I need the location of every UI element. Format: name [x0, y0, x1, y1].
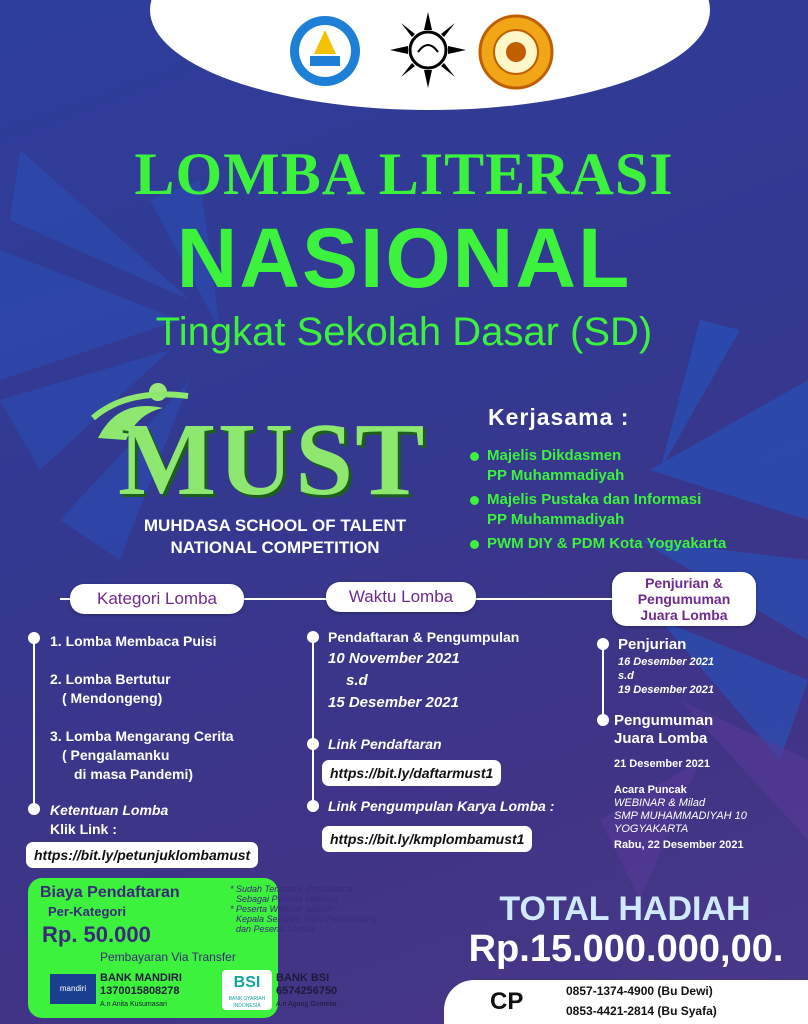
penjurian-timeline [602, 640, 604, 720]
total-hadiah-amount: Rp.15.000.000,00. [468, 928, 784, 970]
kerjasama-title: Kerjasama : [488, 404, 630, 430]
acara-city: YOGYAKARTA [614, 823, 689, 835]
kategori-item-3-sub2: di masa Pandemi) [74, 766, 194, 782]
bsi-logo: BSI BANK SYARIAH INDONESIA [222, 970, 272, 1010]
bullet-icon [470, 540, 479, 549]
biaya-title: Biaya Pendaftaran [40, 884, 180, 901]
bank1-info: BANK MANDIRI 1370015808278 A.n Anita Kusumasari [100, 972, 182, 1008]
biaya-amount: Rp. 50.000 [42, 922, 151, 947]
link-pendaftaran[interactable]: https://bit.ly/daftarmust1 [322, 760, 501, 786]
kategori-item-3-sub: ( Pengalamanku [62, 747, 170, 763]
biaya-note-1: * Sudah Termasuk Pendaftaran Sebagai Peserta Webinar * Peserta Webinar adalah Kepala Sekolah, Guru Pembimbing, dan Peserta Lomba [230, 884, 380, 934]
penjurian-date-start: 16 Desember 2021 [618, 656, 715, 668]
penjurian-sd: s.d [618, 670, 634, 682]
klik-link-label: Klik Link : [50, 821, 117, 837]
bullet-icon [307, 631, 319, 643]
pengumuman-label-2: Juara Lomba [614, 730, 708, 747]
kerjasama-item: Majelis Dikdasmen PP Muhammadiyah [470, 446, 624, 486]
title-line-2: NASIONAL [176, 211, 632, 305]
mandiri-logo: mandiri [50, 974, 96, 1004]
waktu-timeline [312, 634, 314, 806]
kerjasama-item: PWM DIY & PDM Kota Yogyakarta [470, 534, 726, 554]
bullet-icon [28, 632, 40, 644]
title-line-1: LOMBA LITERASI [134, 141, 674, 207]
biaya-per: Per-Kategori [48, 904, 127, 919]
brand-line-2: NATIONAL COMPETITION [170, 538, 380, 557]
kategori-item-3: 3. Lomba Mengarang Cerita [50, 728, 234, 744]
kategori-timeline [33, 634, 35, 812]
kategori-item-1: 1. Lomba Membaca Puisi [50, 633, 217, 649]
cp-phone-1[interactable]: 0857-1374-4900 (Bu Dewi) [566, 984, 713, 998]
waktu-sd: s.d [346, 672, 368, 689]
penjurian-label: Penjurian [618, 636, 687, 653]
link-pengumpulan[interactable]: https://bit.ly/kmplombamust1 [322, 826, 532, 852]
bullet-icon [597, 714, 609, 726]
must-wordmark: MUST [118, 402, 427, 517]
smp-muhammadiyah-10-logo [478, 14, 552, 88]
subtitle: Tingkat Sekolah Dasar (SD) [155, 310, 653, 354]
acara-date: Rabu, 22 Desember 2021 [614, 839, 744, 851]
bullet-icon [307, 800, 319, 812]
kategori-item-2: 2. Lomba Bertutur [50, 671, 171, 687]
petunjuk-link[interactable]: https://bit.ly/petunjuklombamust [26, 842, 258, 868]
acara-school: SMP MUHAMMADIYAH 10 [614, 810, 747, 822]
kerjasama-item: Majelis Pustaka dan Informasi PP Muhammadiyah [470, 490, 701, 530]
penjurian-pill: Penjurian & Pengumuman Juara Lomba [612, 572, 756, 626]
cp-phone-2[interactable]: 0853-4421-2814 (Bu Syafa) [566, 1004, 717, 1018]
pendaftaran-label: Pendaftaran & Pengumpulan [328, 629, 520, 645]
bullet-icon [597, 638, 609, 650]
kategori-pill: Kategori Lomba [70, 584, 244, 614]
acara-webinar: WEBINAR & Milad [614, 797, 706, 809]
muhammadiyah-logo [388, 10, 462, 84]
bullet-icon [470, 496, 479, 505]
brand-line-1: MUHDASA SCHOOL OF TALENT [143, 516, 407, 535]
acara-puncak-label: Acara Puncak [614, 784, 687, 796]
link-pengumpulan-label: Link Pengumpulan Karya Lomba : [328, 798, 555, 814]
tut-wuri-handayani-logo [288, 14, 362, 88]
bullet-icon [28, 803, 40, 815]
ketentuan-label: Ketentuan Lomba [50, 802, 169, 818]
bank2-info: BANK BSI 6574256750 A.n Agung Gomelar [276, 972, 338, 1008]
waktu-date-end: 15 Desember 2021 [328, 694, 459, 711]
bullet-icon [307, 738, 319, 750]
pengumuman-date: 21 Desember 2021 [614, 758, 711, 770]
waktu-date-start: 10 November 2021 [328, 650, 460, 667]
waktu-pill: Waktu Lomba [326, 582, 476, 612]
pengumuman-label-1: Pengumuman [614, 712, 714, 729]
cp-label: CP [490, 988, 524, 1015]
total-hadiah-label: TOTAL HADIAH [499, 890, 751, 928]
link-pendaftaran-label: Link Pendaftaran [328, 736, 442, 752]
kategori-item-2-sub: ( Mendongeng) [62, 690, 163, 706]
bullet-icon [470, 452, 479, 461]
penjurian-date-end: 19 Desember 2021 [618, 684, 715, 696]
transfer-label: Pembayaran Via Transfer [100, 950, 236, 964]
